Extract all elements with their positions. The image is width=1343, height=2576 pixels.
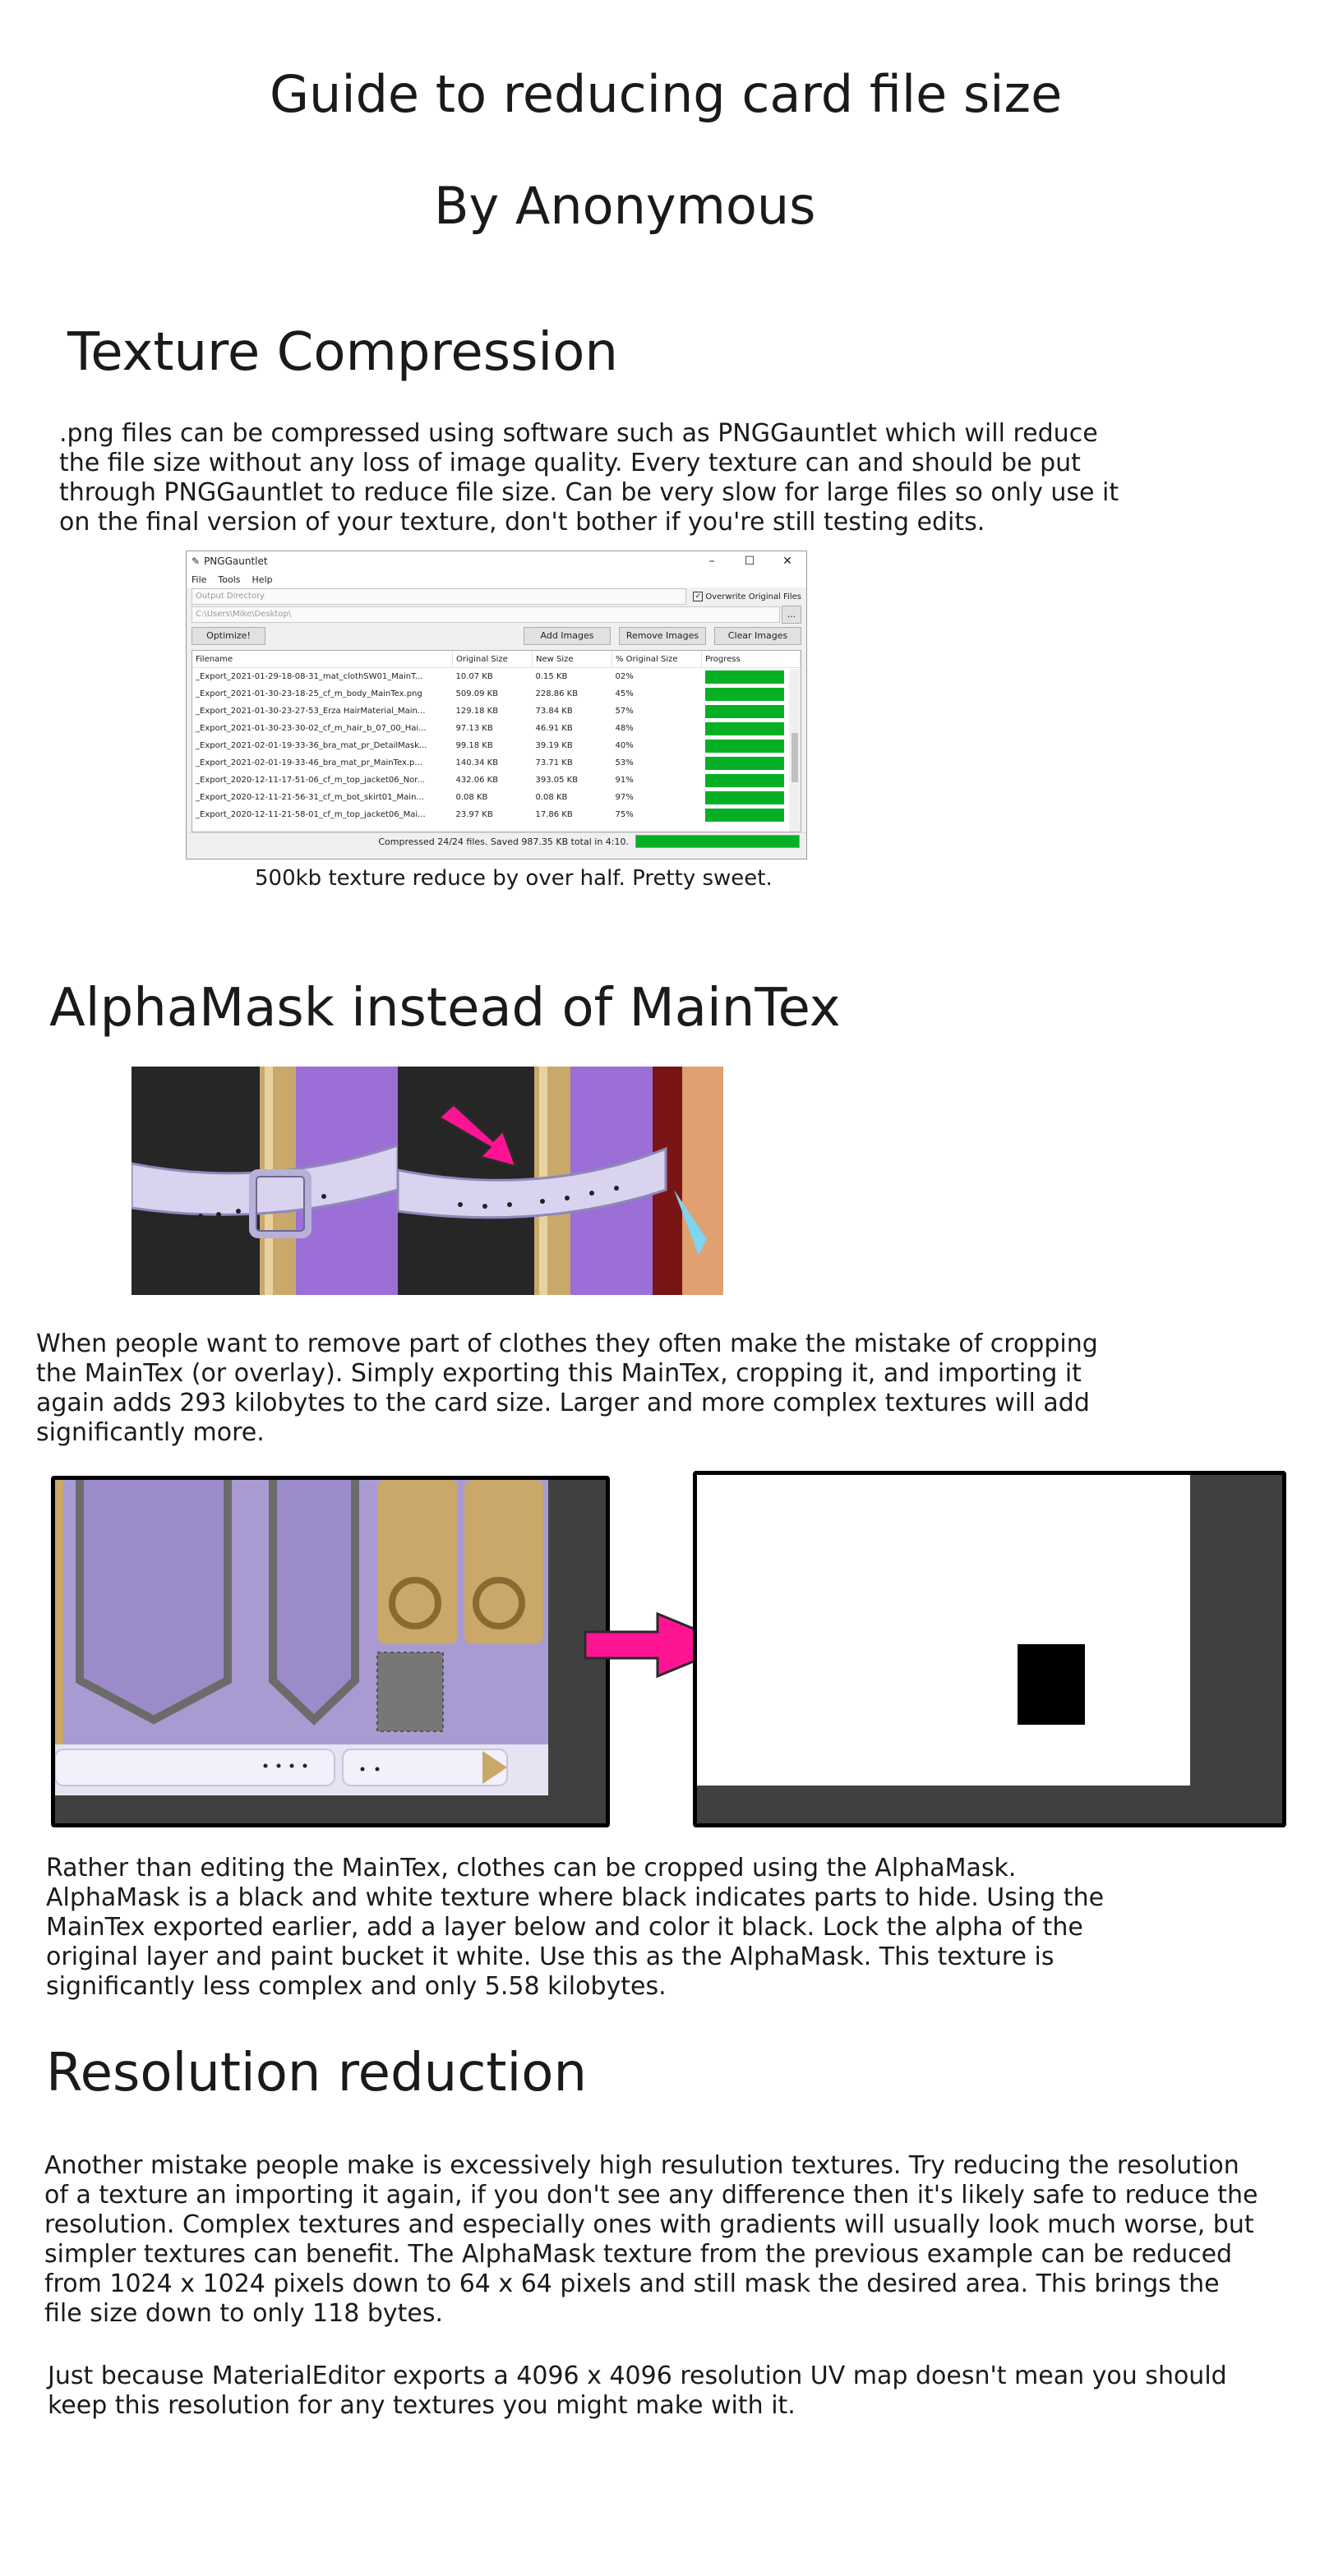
cell-filename: _Export_2021-01-29-18-08-31_mat_clothSW01_MainT... xyxy=(196,672,423,681)
cell-original-size: 140.34 KB xyxy=(455,758,499,767)
optimize-button[interactable]: Optimize! xyxy=(192,627,265,645)
section-heading-texture-compression: Texture Compression xyxy=(67,322,618,383)
window-title: PNGGauntlet xyxy=(204,555,268,567)
maintex-texture-panel xyxy=(51,1476,610,1827)
cell-filename: _Export_2020-12-11-21-58-01_cf_m_top_jacket06_Mai... xyxy=(196,810,426,819)
app-icon: ✎ xyxy=(192,555,201,567)
cell-original-size: 99.18 KB xyxy=(455,741,493,750)
cell-filename: _Export_2021-01-30-23-30-02_cf_m_hair_b_07_00_Hai... xyxy=(196,724,427,733)
cell-new-size: 73.84 KB xyxy=(535,707,573,716)
row-progress-bar xyxy=(705,774,784,787)
status-bar xyxy=(187,832,806,850)
file-list[interactable] xyxy=(192,650,801,832)
section-heading-resolution: Resolution reduction xyxy=(46,2043,587,2104)
row-progress-bar xyxy=(705,705,784,718)
path-input[interactable]: C:\Users\Mike\Desktop\ xyxy=(192,606,780,623)
cell-filename: _Export_2021-01-30-23-18-25_cf_m_body_MainTex.png xyxy=(196,689,422,698)
alphamask-texture-panel xyxy=(693,1471,1286,1827)
cell-original-size: 23.97 KB xyxy=(455,810,493,819)
table-row[interactable] xyxy=(192,806,801,823)
remove-images-button[interactable]: Remove Images xyxy=(619,627,706,645)
table-row[interactable] xyxy=(192,789,801,806)
belt-comparison-image xyxy=(132,1067,723,1295)
overall-progress-bar xyxy=(635,835,800,848)
maximize-icon[interactable]: ☐ xyxy=(744,555,755,568)
cell-progress xyxy=(702,668,801,686)
minimize-icon[interactable]: – xyxy=(708,555,715,568)
cell-new-size: 0.08 KB xyxy=(535,793,568,802)
window-titlebar xyxy=(187,551,806,571)
column-header-original-size[interactable]: Original Size xyxy=(453,651,533,668)
cell-original-size: 10.07 KB xyxy=(455,672,493,681)
overwrite-label: Overwrite Original Files xyxy=(705,592,801,601)
cell-new-size: 393.05 KB xyxy=(535,776,579,785)
cell-progress xyxy=(702,737,801,754)
table-row[interactable] xyxy=(192,668,801,686)
cell-new-size: 39.19 KB xyxy=(535,741,573,750)
status-text: Compressed 24/24 files. Saved 987.35 KB total in 4:10. xyxy=(378,836,629,847)
cell-progress xyxy=(702,685,801,703)
cell-original-size: 129.18 KB xyxy=(455,707,499,716)
cell-percent: 48% xyxy=(615,724,634,733)
cell-percent: 57% xyxy=(615,707,634,716)
cell-progress xyxy=(702,754,801,772)
cell-filename: _Export_2021-02-01-19-33-36_bra_mat_pr_DetailMask... xyxy=(196,741,427,750)
cell-new-size: 17.86 KB xyxy=(535,810,573,819)
row-progress-bar xyxy=(705,722,784,735)
table-row[interactable] xyxy=(192,703,801,720)
row-progress-bar xyxy=(705,809,784,822)
menu-file[interactable]: File xyxy=(192,574,207,585)
scrollbar-thumb[interactable] xyxy=(791,733,798,782)
row-progress-bar xyxy=(705,791,784,804)
cell-filename: _Export_2020-12-11-21-56-31_cf_m_bot_skirt01_Main... xyxy=(196,793,424,802)
section-heading-alphamask: AlphaMask instead of MainTex xyxy=(49,978,841,1039)
row-progress-bar xyxy=(705,740,784,753)
section-texture-compression-body: .png files can be compressed using software such as PNGGauntlet which will reduce the file size without any loss of image quality. Every texture can and should be put through PNGGauntlet to reduce file size. Can be very slow for large files so only use it on the final version of your texture, don't bother if you're still testing edits. xyxy=(59,419,1119,537)
cell-progress xyxy=(702,703,801,720)
cell-progress xyxy=(702,720,801,737)
add-images-button[interactable]: Add Images xyxy=(524,627,611,645)
cell-original-size: 97.13 KB xyxy=(455,724,493,733)
cell-progress xyxy=(702,772,801,789)
table-row[interactable] xyxy=(192,754,801,772)
resolution-body-1: Another mistake people make is excessively high resulution textures. Try reducing the resolution of a texture an importing it again, if you don't see any difference then it's likely safe to reduce the resolution. Complex textures and especially ones with gradients will usually look much worse, but simpler textures can benefit. The AlphaMask texture from the previous example can be reduced from 1024 x 1024 pixels down to 64 x 64 pixels and still mask the desired area. This brings the file size down to only 118 bytes. xyxy=(44,2151,1258,2328)
pnggauntlet-window xyxy=(186,551,807,859)
alphamask-body-2: Rather than editing the MainTex, clothes can be cropped using the AlphaMask. AlphaMask is a black and white texture where black indicates parts to hide. Using the MainTex exported earlier, add a layer below and color it black. Lock the alpha of the original layer and paint bucket it white. Use this as the AlphaMask. This texture is significantly less complex and only 5.58 kilobytes. xyxy=(46,1854,1105,2001)
cell-original-size: 0.08 KB xyxy=(455,793,488,802)
browse-button[interactable]: ... xyxy=(782,606,801,624)
table-row[interactable] xyxy=(192,685,801,703)
cell-progress xyxy=(702,789,801,806)
screenshot-caption: 500kb texture reduce by over half. Pretty sweet. xyxy=(255,866,773,891)
cell-new-size: 228.86 KB xyxy=(535,689,579,698)
column-header-progress[interactable]: Progress xyxy=(702,651,801,668)
table-row[interactable] xyxy=(192,772,801,789)
table-row[interactable] xyxy=(192,720,801,737)
cell-new-size: 73.71 KB xyxy=(535,758,573,767)
row-progress-bar xyxy=(705,670,784,684)
cell-percent: 97% xyxy=(615,793,634,802)
page-author: By Anonymous xyxy=(434,176,816,236)
column-header-filename[interactable]: Filename xyxy=(192,651,453,668)
resolution-body-2: Just because MaterialEditor exports a 4096 x 4096 resolution UV map doesn't mean you should keep this resolution for any textures you might make with it. xyxy=(48,2362,1227,2420)
cell-filename: _Export_2021-02-01-19-33-46_bra_mat_pr_MainTex.p... xyxy=(196,758,422,767)
cell-percent: 40% xyxy=(615,741,634,750)
clear-images-button[interactable]: Clear Images xyxy=(714,627,801,645)
cell-progress xyxy=(702,806,801,823)
cell-percent: 02% xyxy=(615,672,634,681)
cell-percent: 53% xyxy=(615,758,634,767)
cell-percent: 45% xyxy=(615,689,634,698)
alphamask-body-1: When people want to remove part of clothes they often make the mistake of cropping the MainTex (or overlay). Simply exporting this MainTex, cropping it, and importing it again adds 293 kilobytes to the card size. Larger and more complex textures will add significantly more. xyxy=(36,1329,1098,1447)
menu-help[interactable]: Help xyxy=(252,574,273,585)
cell-filename: _Export_2020-12-11-17-51-06_cf_m_top_jacket06_Nor... xyxy=(196,776,425,785)
menu-bar xyxy=(187,571,806,588)
close-icon[interactable]: ✕ xyxy=(782,555,792,568)
overwrite-checkbox-icon[interactable]: ✓ xyxy=(693,592,703,601)
cell-percent: 75% xyxy=(615,810,634,819)
cell-new-size: 46.91 KB xyxy=(535,724,573,733)
cell-new-size: 0.15 KB xyxy=(535,672,568,681)
column-header-percent[interactable]: % Original Size xyxy=(612,651,702,668)
row-progress-bar xyxy=(705,757,784,770)
list-scrollbar[interactable] xyxy=(789,669,801,832)
menu-tools[interactable]: Tools xyxy=(218,574,241,585)
table-row[interactable] xyxy=(192,737,801,754)
column-header-new-size[interactable]: New Size xyxy=(533,651,612,668)
cell-original-size: 432.06 KB xyxy=(455,776,499,785)
page-title: Guide to reducing card file size xyxy=(270,64,1063,124)
cell-original-size: 509.09 KB xyxy=(455,689,499,698)
cell-filename: _Export_2021-01-30-23-27-53_Erza HairMaterial_Main... xyxy=(196,707,426,716)
row-progress-bar xyxy=(705,688,784,701)
output-directory-input[interactable]: Output Directory xyxy=(192,588,686,605)
cell-percent: 91% xyxy=(615,776,634,785)
